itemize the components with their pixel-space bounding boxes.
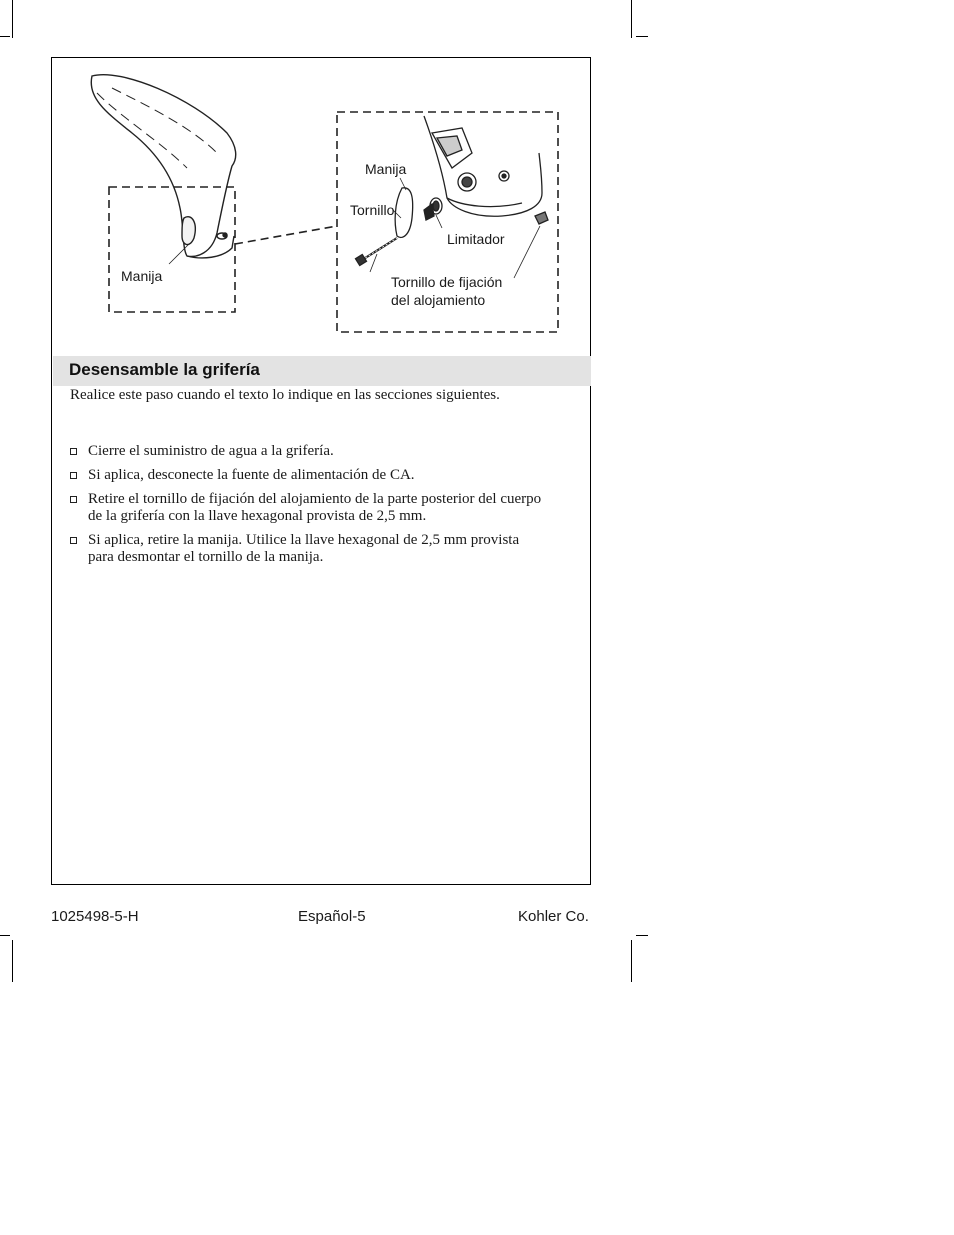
step-text: Si aplica, desconecte la fuente de alimentación de CA.	[88, 467, 415, 483]
crop-mark	[12, 940, 13, 982]
crop-mark	[631, 940, 632, 982]
callout-housing-screw-line2: del alojamiento	[391, 292, 486, 308]
checkbox-icon	[70, 448, 77, 455]
callout-housing-screw-line1: Tornillo de fijación	[391, 274, 503, 290]
step-text: Cierre el suministro de agua a la grifería.	[88, 443, 334, 459]
footer-company: Kohler Co.	[518, 908, 589, 925]
footer-page-number: Español-5	[298, 908, 366, 925]
crop-mark	[0, 36, 10, 37]
faucet-body-drawing	[91, 75, 235, 258]
faucet-illustration	[52, 58, 592, 358]
list-item	[70, 443, 545, 460]
footer-doc-number: 1025498-5-H	[51, 908, 139, 925]
detail-connector	[235, 226, 337, 244]
checkbox-icon	[70, 496, 77, 503]
list-item	[70, 467, 545, 484]
callout-handle-left: Manija	[121, 268, 163, 284]
section-intro: Realice este paso cuando el texto lo indique en las secciones siguientes.	[70, 387, 500, 403]
checkbox-icon	[70, 537, 77, 544]
callout-screw: Tornillo	[350, 202, 395, 218]
list-item	[70, 532, 545, 566]
list-item	[70, 491, 545, 525]
crop-mark	[631, 0, 632, 38]
step-text: Si aplica, retire la manija. Utilice la llave hexagonal de 2,5 mm provista para desmontar el tornillo de la manija.	[88, 532, 520, 565]
section-title: Desensamble la grifería	[69, 360, 260, 379]
crop-mark	[0, 935, 10, 936]
content-frame	[51, 57, 591, 885]
faucet-figure	[52, 58, 592, 358]
crop-mark	[636, 36, 648, 37]
section-header-bar	[53, 356, 591, 386]
crop-mark	[12, 0, 13, 38]
callout-handle-detail: Manija	[365, 161, 407, 177]
step-text: Retire el tornillo de fijación del alojamiento de la parte posterior del cuerpo de la grifería con la llave hexagonal provista de 2,5 mm.	[88, 491, 542, 524]
crop-mark	[636, 935, 648, 936]
callout-limiter: Limitador	[447, 231, 505, 247]
step-list	[70, 443, 545, 573]
checkbox-icon	[70, 472, 77, 479]
